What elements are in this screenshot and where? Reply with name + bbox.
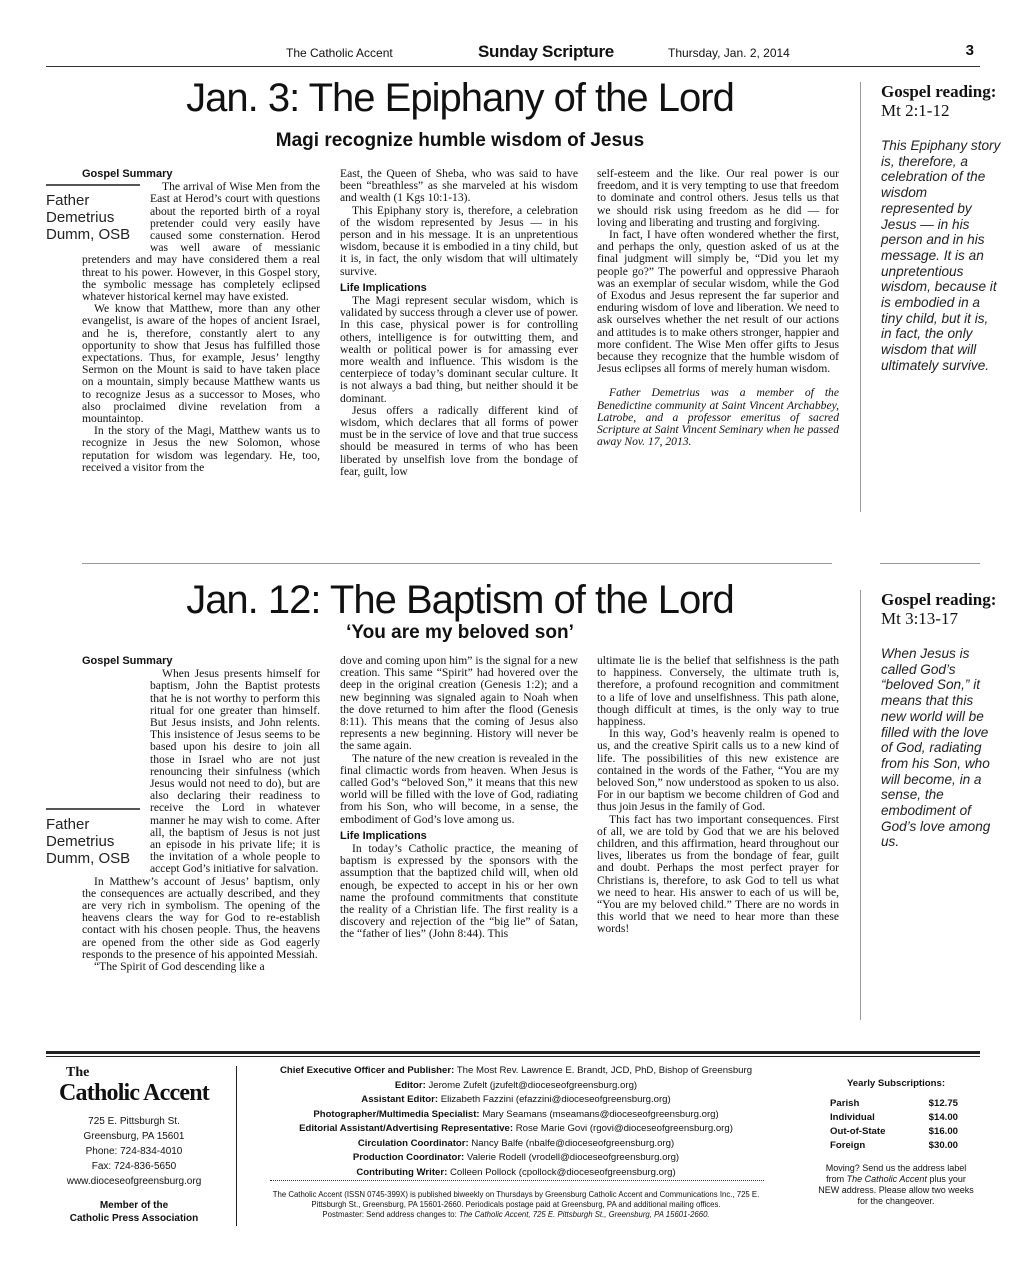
author-bio: Father Demetrius was a member of the Benedictine community at Saint Vincent Archabbey, Latrobe, and a professor emeritus of sacred Scripture at Saint Vincent Seminary when he passed away Nov. 17, 2013. [597, 386, 839, 449]
masthead-fax: Fax: 724-836-5650 [91, 1161, 177, 1172]
staff-line: Editorial Assistant/Advertising Representative: Rose Marie Govi (rgovi@dioceseofgreensburg.org) [299, 1123, 733, 1134]
legal-notice [266, 1190, 766, 1220]
article2-subhead-life-implications: Life Implications [340, 829, 427, 842]
masthead-address-line2: Greensburg, PA 15601 [83, 1131, 185, 1142]
page-header [46, 40, 980, 67]
address-change-note: Moving? Send us the address label from The Catholic Accent plus your NEW address. Please allow two weeks for the changeover. [818, 1163, 974, 1206]
sidebar-title: Gospel reading: [881, 590, 997, 609]
sidebar-reference: Mt 3:13-17 [881, 609, 958, 628]
footer-rule [46, 1051, 980, 1054]
staff-line: Contributing Writer: Colleen Pollock (cpollock@dioceseofgreensburg.org) [356, 1166, 676, 1178]
sidebar-title: Gospel reading: [881, 82, 997, 101]
masthead-divider [236, 1066, 237, 1226]
article2-headline: Jan. 12: The Baptism of the Lord [186, 578, 734, 622]
article2-sidebar [860, 590, 1001, 1020]
article2-col3-p3: This fact has two important consequences. First of all, we are told by God that we are his beloved children, and this affirmation, heard throughout our lives, liberates us from the bondage of fear, guilt and doubt. Perhaps the most perfect prayer for Christians is, therefore, to ask God to tell us what we need to hear. His answer to each of us will be, “You are my beloved child.” There are no words in this world that we need to hear more than these words! [597, 812, 839, 936]
table-row: Out-of-State $16.00 [830, 1126, 958, 1137]
page-number: 3 [965, 42, 974, 59]
article2-dek: ‘You are my beloved son’ [346, 622, 574, 643]
article2-subhead-gospel-summary: Gospel Summary [82, 655, 173, 667]
masthead [46, 1066, 222, 1225]
article2-col3-p2: In this way, God’s heavenly realm is opened to us, and the creative Spirit calls us to a new kind of life. The possibilities of this new existence are contained in the words of the Father, “You are my beloved Son,” now understood as spoken to us also. For in our baptism we become children of God and thus join Jesus in the family of God. [597, 727, 839, 814]
article2-column-3 [597, 655, 839, 936]
article2-col2-p2: The nature of the new creation is revealed in the final climactic words from heaven. When Jesus is called God’s “beloved Son,” it means that this new world will be filled with the love of God, radiating from his Son, who will become, in a sense, the embodiment of God’s love among us. [340, 751, 578, 826]
staff-box [256, 1064, 776, 1180]
article1-dek: Magi recognize humble wisdom of Jesus [275, 130, 645, 151]
masthead-membership: Member of the Catholic Press Association [69, 1200, 199, 1224]
article1-col1-p3: In the story of the Magi, Matthew wants us to recognize in Jesus the new Solomon, whose reputation for wisdom was legendary. He, too, received a visitor from the [82, 424, 320, 474]
masthead-the: The [66, 1065, 90, 1080]
masthead-phone: Phone: 724-834-4010 [85, 1146, 183, 1157]
article2-col1-p3: “The Spirit of God descending like a [94, 960, 265, 974]
staff-line: Editor: Jerome Zufelt (jzufelt@dioceseofgreensburg.org) [394, 1079, 638, 1091]
dotted-divider [270, 1180, 764, 1181]
footer-rule-thin [46, 1056, 980, 1057]
article1-col2-p3: The Magi represent secular wisdom, which is validated by success through a clever use of power. In this case, physical power is for controlling others, intelligence is for outwitting them, and wealth or political power is for amassing ever more wealth and influence. This wisdom is the centerpiece of today’s dominant secular culture. It is not always a bad thing, but neither should it be dominant. [340, 294, 578, 405]
article1-column-3 [597, 168, 839, 448]
article1-col1-p2: We know that Matthew, more than any other evangelist, is aware of the hopes of ancient Israel, and he is, therefore, constantly alert to any opportunity to show that Jesus has fulfilled those expectations. Thus, for example, Jesus’ lengthy Sermon on the Mount is said to have taken place on a mountain, simply because Matthew wants us to recognize Jesus as a successor to Moses, who also proclaimed divine revelation from a mountaintop. [82, 302, 320, 426]
subscriptions-box [818, 1078, 974, 1207]
subscriptions-table [830, 1097, 958, 1153]
header-date: Thursday, Jan. 2, 2014 [668, 46, 790, 60]
article2-col1-p1: Father Demetrius Dumm, OSB When Jesus presents himself for baptism, John the Baptist protests that he is not worthy to perform this ritual for one greater than himself. But Jesus insists, and John relents. This insistence of Jesus seems to be based upon his desire to join all those in Israel who are not just renouncing their sinfulness (which Jesus would not need to do), but are also declaring their readiness to receive the Lord in whatever manner he may wish to come. After all, the baptism of Jesus is not just an episode in his private life; it is the invitation of a whole people to accept God’s initiative for salvation. [46, 667, 320, 876]
staff-line: Production Coordinator: Valerie Rodell (vrodell@dioceseofgreensburg.org) [352, 1152, 680, 1163]
article1-col3-p1: self-esteem and the like. Our real power is our freedom, and it is very tempting to use that freedom to dominate and control others. Jesus tells us that we should risk using freedom as he did — for loving and liberating and trusting and forgiving. [597, 167, 839, 229]
article1-subhead-gospel-summary: Gospel Summary [82, 168, 173, 180]
article1-headline: Jan. 3: The Epiphany of the Lord [186, 76, 734, 120]
masthead-logo: Catholic Accent [59, 1080, 209, 1106]
article2-col2-p1: dove and coming upon him” is the signal for a new creation. This same “Spirit” had hovered over the deep in the original creation (Genesis 1:2); and a new beginning was signaled again to Noah when the dove returned to him after the flood (Genesis 8:11). This means that the coming of Jesus also represents a new beginning. History will never be the same again. [340, 654, 578, 753]
article1-byline: Father Demetrius Dumm, OSB [46, 184, 140, 243]
article2-column-1 [46, 655, 320, 974]
postmaster-label: Postmaster: Send address changes to: [322, 1210, 457, 1219]
article2-col3-p1: ultimate lie is the belief that selfishness is the path to happiness. Conversely, the ultimate truth is, therefore, a profound recognition and commitment to a life of love and unselfishness. This path alone, though difficult at times, is the only way to true happiness. [597, 654, 839, 729]
staff-line: Assistant Editor: Elizabeth Fazzini (efazzini@dioceseofgreensburg.org) [361, 1094, 671, 1105]
postmaster-address: The Catholic Accent, 725 E. Pittsburgh St., Greensburg, PA 15601-2660. [458, 1210, 710, 1219]
masthead-website[interactable]: www.dioceseofgreensburg.org [66, 1176, 202, 1187]
sidebar-reference: Mt 2:1-12 [881, 101, 950, 120]
article1-col1-p1: Father Demetrius Dumm, OSB The arrival of Wise Men from the East at Herod’s court with questions about the reported birth of a royal pretender could very easily have caused some consternation. Herod was well aware of messianic pretenders and may have considered them a real threat to his power. However, in this Gospel story, the symbolic message has completely eclipsed whatever historical kernel may have existed. [46, 180, 320, 304]
article1-col2-p2: This Epiphany story is, therefore, a celebration of the wisdom represented by Jesus — in his person and in his message. It is an unpretentious wisdom, because it is embodied in a tiny child, but it is, in fact, the only wisdom that will ultimately survive. [340, 203, 578, 278]
article2-column-2 [340, 655, 578, 941]
header-section: Sunday Scripture [478, 42, 614, 61]
article2-col2-p3: In today’s Catholic practice, the meaning of baptism is expressed by the sponsors with the assumption that the baptized child will, when old enough, be expected to accept in his or her own name the profound commitments that constitute the reality of a Christian life. The first reality is a discovery and rejection of the “big lie” of Satan, the “father of lies” (John 8:44). This [340, 842, 578, 941]
article1-col2-p1: East, the Queen of Sheba, who was said to have been “breathless” as she marveled at his wisdom and wealth (1 Kgs 10:1-13). [340, 167, 578, 205]
article2-byline: Father Demetrius Dumm, OSB [46, 808, 140, 867]
table-row: Parish $12.75 [830, 1098, 958, 1109]
article1-col3-p2: In fact, I have often wondered whether the first, and perhaps the only, question asked of us at the final judgment will simply be, “Did you let my people go?” The powerful and oppressive Pharaoh was an exemplar of secular wisdom, while the God of Exodus and Jesus represent the far superior and enduring wisdom of love and liberation. We need to ask ourselves whether the net result of our actions and attitudes is to make others stronger, happier and more confident. The Wise Men offer gifts to Jesus because they recognize that the humble wisdom of Jesus eclipses all forms of merely human wisdom. [597, 228, 839, 376]
staff-line: Photographer/Multimedia Specialist: Mary Seamans (mseamans@dioceseofgreensburg.org) [313, 1108, 719, 1120]
staff-line: Circulation Coordinator: Nancy Balfe (nbalfe@dioceseofgreensburg.org) [357, 1137, 675, 1149]
article1-col2-p4: Jesus offers a radically different kind of wisdom, which declares that all forms of power must be in the service of love and that true success should be measured in terms of who has been liberated by unselfish love from the bondage of fear, guilt, low [340, 403, 578, 478]
subscriptions-title: Yearly Subscriptions: [846, 1078, 946, 1089]
article-divider [82, 563, 832, 564]
sidebar-quote: When Jesus is called God’s “beloved Son,” it means that this new world will be filled with the love of God, radiating from his Son, who will become, in a sense, the embodiment of God’s love among us. [881, 646, 991, 850]
article1-column-1 [46, 168, 320, 474]
article2-col1-p2: In Matthew’s account of Jesus’ baptism, only the consequences are actually described, and they are very rich in symbolism. The opening of the heavens clears the way for God to re-establish contact with his chosen people. Thus, the heavens are opened from the other side as God eagerly responds to the presence of his appointed Messiah. [82, 874, 320, 961]
table-row: Foreign $30.00 [830, 1140, 958, 1151]
masthead-address-line1: 725 E. Pittsburgh St. [88, 1116, 180, 1127]
article1-sidebar [860, 82, 1001, 512]
sidebar-quote: This Epiphany story is, therefore, a celebration of the wisdom represented by Jesus — in his person and in his message. It is an unpretentious wisdom, because it is embodied in a tiny child, but it is, in fact, the only wisdom that will ultimately survive. [881, 138, 1001, 373]
article1-column-2 [340, 168, 578, 478]
table-row: Individual $14.00 [830, 1112, 958, 1123]
publication-statement: The Catholic Accent (ISSN 0745-399X) is published biweekly on Thursdays by Greensburg Catholic Accent and Communications Inc., 725 E. Pittsburgh St., Greensburg, PA 15601-2660. Periodicals postage paid at Greensburg, PA and additional mailing offices. [272, 1190, 760, 1209]
staff-line: Chief Executive Officer and Publisher: The Most Rev. Lawrence E. Brandt, JCD, PhD, Bishop of Greensburg [279, 1065, 753, 1076]
header-publication: The Catholic Accent [286, 46, 393, 60]
sidebar-divider [880, 563, 980, 564]
article1-subhead-life-implications: Life Implications [340, 281, 427, 294]
